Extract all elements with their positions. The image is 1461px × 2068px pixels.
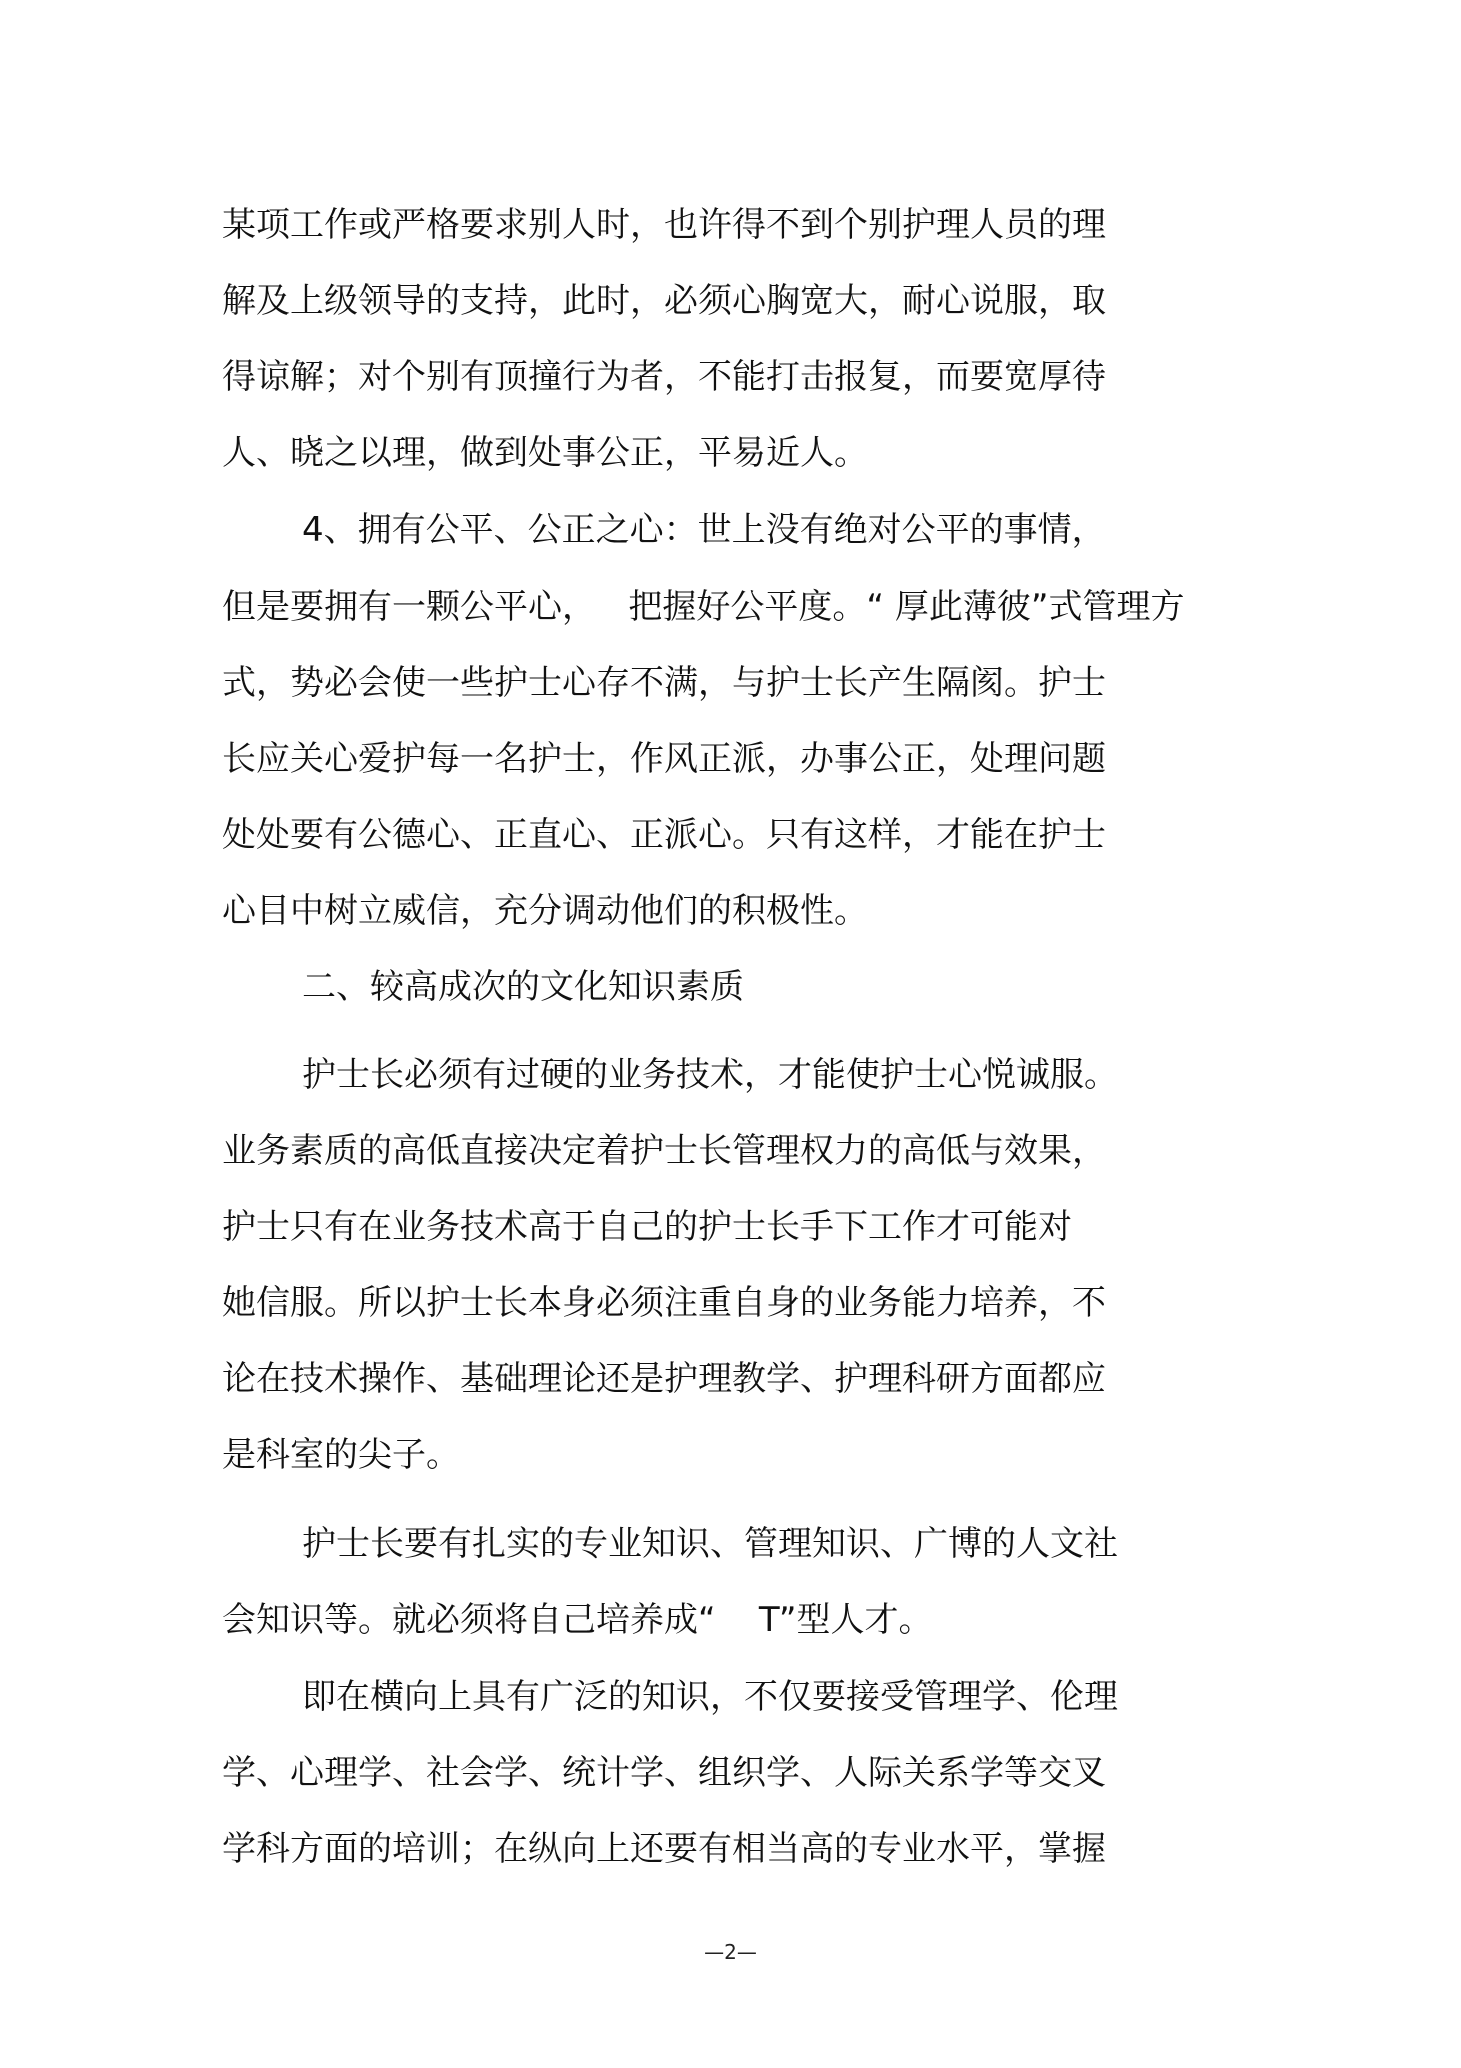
- text-line: 处处要有公德心、正直心、正派心。只有这样，才能在护士: [222, 815, 1106, 855]
- text-line: 护士只有在业务技术高于自己的护士长手下工作才可能对: [222, 1207, 1072, 1247]
- text-line: 会知识等。就必须将自己培养成“ T”型人才。: [222, 1600, 933, 1640]
- page-number: —2—: [704, 1940, 757, 1964]
- text-line: 人、晓之以理，做到处事公正，平易近人。: [222, 433, 868, 473]
- text-line: 是科室的尖子。: [222, 1435, 460, 1475]
- text-line: 某项工作或严格要求别人时，也许得不到个别护理人员的理: [222, 205, 1106, 245]
- text-line: 4、拥有公平、公正之心：世上没有绝对公平的事情，: [302, 510, 1106, 550]
- text-line: 得谅解；对个别有顶撞行为者，不能打击报复，而要宽厚待: [222, 357, 1106, 397]
- text-line: 她信服。所以护士长本身必须注重自身的业务能力培养，不: [222, 1283, 1106, 1323]
- text-line: 但是要拥有一颗公平心， 把握好公平度。“ 厚此薄彼”式管理方: [222, 587, 1185, 627]
- text-line: 解及上级领导的支持，此时，必须心胸宽大，耐心说服，取: [222, 281, 1106, 321]
- text-line: 学科方面的培训；在纵向上还要有相当高的专业水平，掌握: [222, 1829, 1106, 1869]
- text-line: 业务素质的高低直接决定着护士长管理权力的高低与效果，: [222, 1131, 1106, 1171]
- text-line: 护士长必须有过硬的业务技术，才能使护士心悦诚服。: [302, 1055, 1118, 1095]
- text-line: 即在横向上具有广泛的知识，不仅要接受管理学、伦理: [302, 1677, 1118, 1717]
- text-line: 长应关心爱护每一名护士，作风正派，办事公正，处理问题: [222, 739, 1106, 779]
- text-line: 论在技术操作、基础理论还是护理教学、护理科研方面都应: [222, 1359, 1106, 1399]
- text-line: 学、心理学、社会学、统计学、组织学、人际关系学等交叉: [222, 1753, 1106, 1793]
- text-line: 式，势必会使一些护士心存不满，与护士长产生隔阂。护士: [222, 663, 1106, 703]
- text-line: 心目中树立威信，充分调动他们的积极性。: [222, 891, 868, 931]
- text-line: 护士长要有扎实的专业知识、管理知识、广博的人文社: [302, 1524, 1118, 1564]
- section-heading: 二、较高成次的文化知识素质: [302, 967, 744, 1007]
